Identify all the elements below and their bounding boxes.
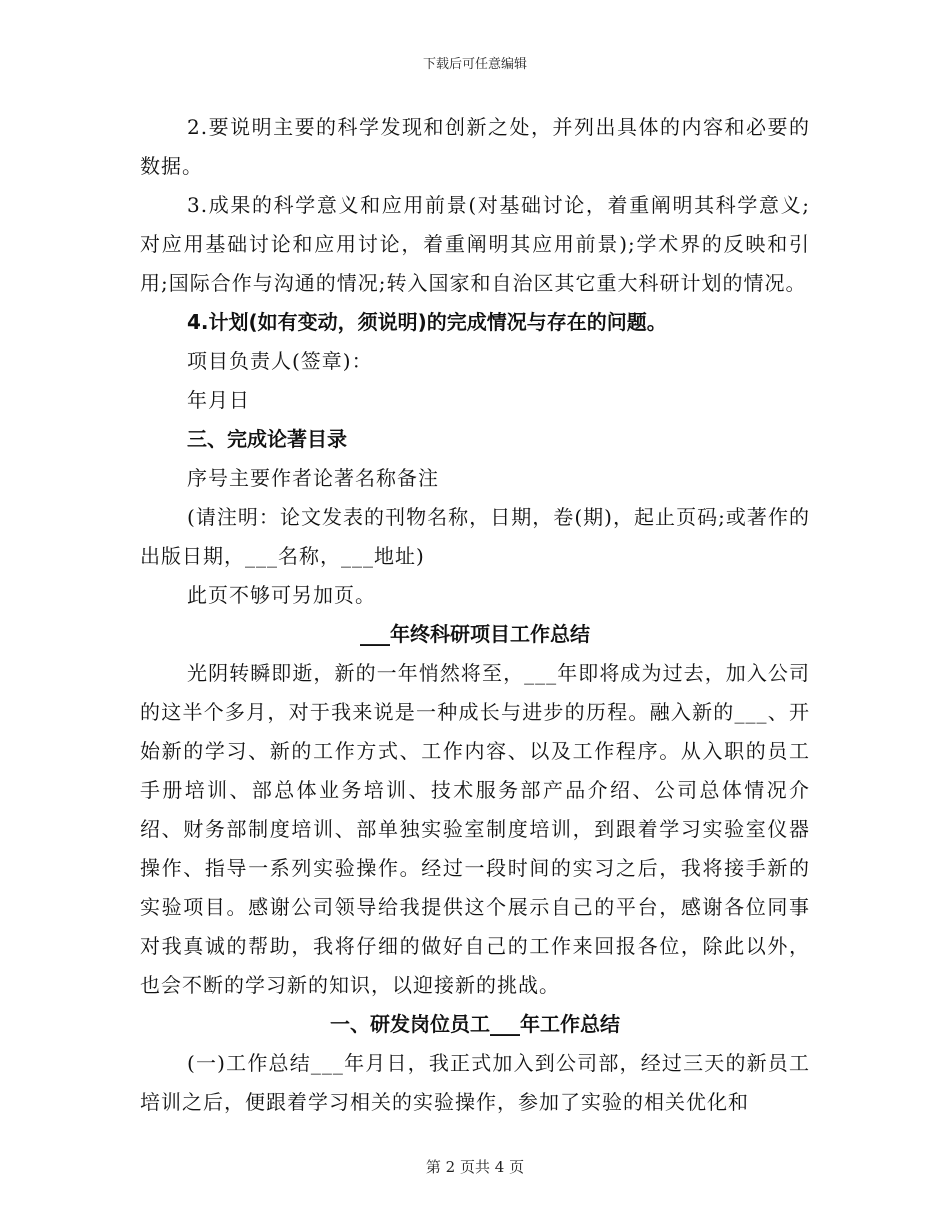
- paragraph-item-4-heading: 4.计划(如有变动，须说明)的完成情况与存在的问题。: [187, 310, 667, 334]
- work-summary-paragraph: (一)工作总结___年月日，我正式加入到公司部，经过三天的新员工培训之后，便跟着学习相关的实验操作，参加了实验的相关优化和: [140, 1051, 810, 1114]
- page-header: 下载后可任意编辑: [422, 57, 527, 72]
- date-line: 年月日: [187, 388, 250, 412]
- section-heading-publications: 三、完成论著目录: [187, 427, 347, 451]
- document-body: [140, 108, 810, 1122]
- summary-intro-paragraph: 光阴转瞬即逝，新的一年悄然将至，___年即将成为过去，加入公司的这半个多月，对于我来说是一种成长与进步的历程。融入新的___、开始新的学习、新的工作方式、工作内容、以及工作程序。从入职的员工手册培训、部总体业务培训、技术服务部产品介绍、公司总体情况介绍、财务部制度培训、部单独实验室制度培训，到跟着学习实验室仪器操作、指导一系列实验操作。经过一段时间的实习之后，我将接手新的实验项目。感谢公司领导给我提供这个展示自己的平台，感谢各位同事对我真诚的帮助，我将仔细的做好自己的工作来回报各位，除此以外，也会不断的学习新的知识，以迎接新的挑战。: [140, 661, 810, 997]
- publications-columns: 序号主要作者论著名称备注: [187, 466, 439, 490]
- paragraph-item-2: 2.要说明主要的科学发现和创新之处，并列出具体的内容和必要的数据。: [140, 115, 810, 178]
- section-heading-rd-summary: 一、研发岗位员工___年工作总结: [330, 1012, 620, 1036]
- summary-title: ___年终科研项目工作总结: [360, 622, 590, 646]
- paragraph-item-3: 3.成果的科学意义和应用前景(对基础讨论，着重阐明其科学意义;对应用基础讨论和应用讨论，着重阐明其应用前景);学术界的反映和引用;国际合作与沟通的情况;转入国家和自治区其它重大科研计划的情况。: [140, 193, 810, 295]
- signature-line: 项目负责人(签章)：: [187, 349, 373, 373]
- page-footer: 第 2 页共 4 页: [425, 1158, 525, 1176]
- publications-note: (请注明：论文发表的刊物名称，日期，卷(期)，起止页码;或著作的出版日期，___名称，___地址): [140, 505, 810, 568]
- extra-page-note: 此页不够可另加页。: [187, 583, 376, 607]
